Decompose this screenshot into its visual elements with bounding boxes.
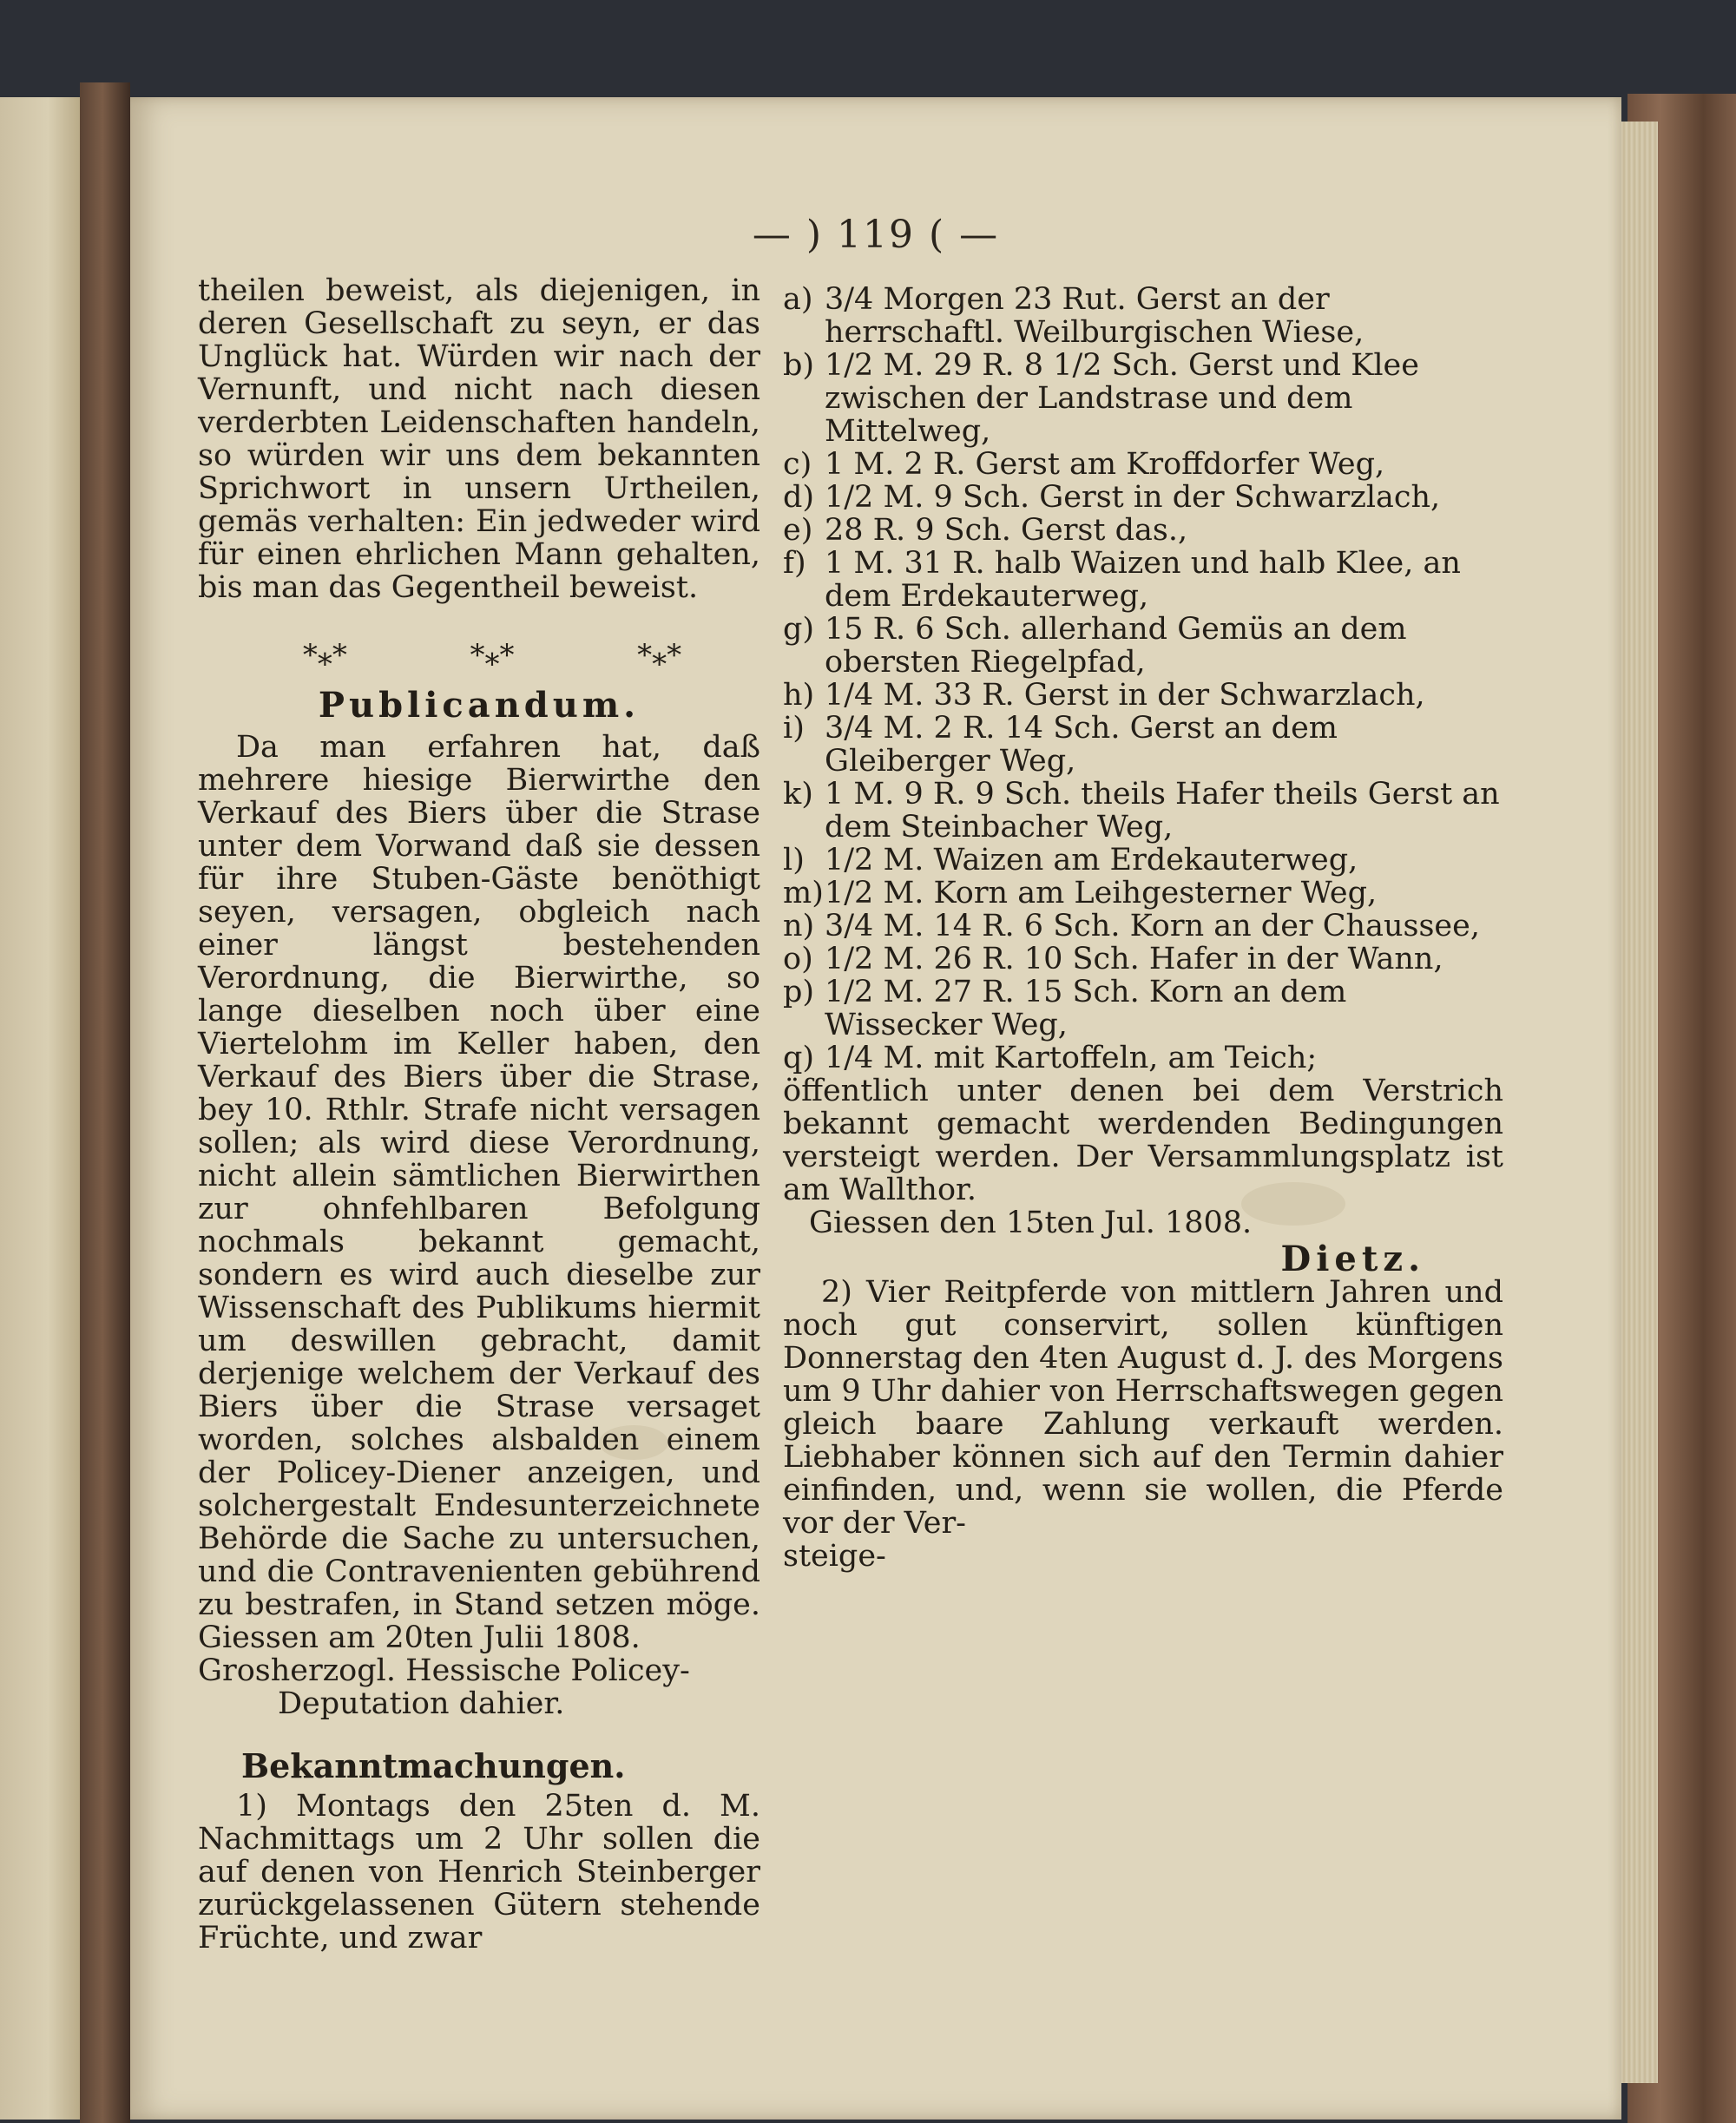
authority-line: Grosherzogl. Hessische Policey- [198, 1653, 690, 1688]
list-item [783, 481, 1503, 514]
lot-text: 3/4 M. 2 R. 14 Sch. Gerst an dem Gleiberger Weg, [825, 711, 1338, 779]
list-item [783, 613, 1503, 679]
lot-text: 1/2 M. 26 R. 10 Sch. Hafer in der Wann, [825, 942, 1443, 976]
lot-text: 1/2 M. Waizen am Erdekauterweg, [825, 843, 1358, 877]
lot-label: h) [783, 678, 815, 713]
lot-text: 15 R. 6 Sch. allerhand Gemüs an dem obersten Riegelpfad, [825, 612, 1407, 680]
list-item [783, 976, 1503, 1042]
asterism-divider [241, 639, 743, 672]
book-page [130, 97, 1621, 2120]
lot-text: 1 M. 31 R. halb Waizen und halb Klee, an dem Erdekauterweg, [825, 546, 1461, 614]
list-item [783, 547, 1503, 613]
list-item [783, 448, 1503, 481]
lot-text: 1/4 M. 33 R. Gerst in der Schwarzlach, [825, 678, 1425, 713]
list-item [783, 910, 1503, 943]
lot-label: m) [783, 876, 824, 910]
list-item [783, 679, 1503, 712]
lot-label: a) [783, 282, 813, 317]
authority-line: Deputation dahier. [278, 1686, 565, 1721]
lot-text: 3/4 M. 14 R. 6 Sch. Korn an der Chaussee, [825, 909, 1480, 943]
authority-signature [198, 1654, 760, 1720]
list-item [783, 1042, 1503, 1075]
list-item [783, 283, 1503, 349]
page-number: — ) 119 ( — [752, 213, 1000, 257]
list-item [783, 943, 1503, 976]
catchword: steige- [783, 1539, 886, 1574]
announcement-1: 1) Montags den 25ten d. M. Nachmittags um 2 Uhr sollen die auf denen von Henrich Steinberger zurückgelassenen Gütern stehende Früchte, und zwar [198, 1789, 760, 1955]
lot-label: b) [783, 348, 815, 383]
lot-label: g) [783, 612, 815, 647]
lot-label: e) [783, 513, 813, 548]
lot-label: i) [783, 711, 805, 746]
facing-page-edge [0, 97, 80, 2120]
lot-label: n) [783, 909, 815, 943]
auction-note: öffentlich unter denen bei dem Verstrich bekannt gemacht werdenden Bedingungen versteigt werden. Der Versammlungsplatz ist am Wallthor. [783, 1074, 1503, 1207]
lot-text: 28 R. 9 Sch. Gerst das., [825, 513, 1188, 548]
date-line: Giessen den 15ten Jul. 1808. [809, 1206, 1253, 1240]
lot-text: 3/4 Morgen 23 Rut. Gerst an der herrschaftl. Weilburgischen Wiese, [825, 282, 1364, 350]
signature: Dietz. [1280, 1239, 1425, 1279]
announcement-2: 2) Vier Reitpferde von mittlern Jahren und noch gut conservirt, sollen künftigen Donnerstag den 4ten August d. J. des Morgens um 9 Uhr dahier von Herrschaftswegen gegen gleich baare Zahlung verkauft werden. Liebhaber können sich auf den Termin dahier einfinden, und, wenn sie wollen, die Pferde vor der Ver- [783, 1275, 1503, 1541]
asterism: *⁎* [637, 638, 682, 673]
list-item [783, 844, 1503, 877]
lot-text: 1/2 M. 29 R. 8 1/2 Sch. Gerst und Klee zwischen der Landstrase und dem Mittelweg, [825, 348, 1419, 449]
list-item [783, 712, 1503, 778]
publicandum-heading: Publicandum. [318, 685, 641, 726]
lot-label: q) [783, 1041, 815, 1075]
lot-text: 1/4 M. mit Kartoffeln, am Teich; [825, 1041, 1318, 1075]
lot-label: p) [783, 975, 815, 1009]
lot-text: 1/2 M. Korn am Leihgesterner Weg, [825, 876, 1378, 910]
list-item [783, 877, 1503, 910]
page-edges [1621, 122, 1658, 2083]
asterism: *⁎* [470, 638, 515, 673]
list-item [783, 514, 1503, 547]
book-gutter [80, 82, 130, 2123]
lot-list [783, 283, 1503, 1075]
lot-label: d) [783, 480, 815, 515]
announcements-heading: Bekanntmachungen. [241, 1746, 626, 1785]
right-column [783, 283, 1503, 1573]
lot-label: f) [783, 546, 806, 581]
list-item [783, 778, 1503, 844]
list-item [783, 349, 1503, 448]
asterism: *⁎* [302, 638, 347, 673]
lot-text: 1/2 M. 9 Sch. Gerst in der Schwarzlach, [825, 480, 1441, 515]
lot-text: 1 M. 9 R. 9 Sch. theils Hafer theils Gerst an dem Steinbacher Weg, [825, 777, 1500, 845]
lot-label: c) [783, 447, 812, 482]
lot-label: k) [783, 777, 813, 812]
lot-label: o) [783, 942, 813, 976]
lot-text: 1 M. 2 R. Gerst am Kroffdorfer Weg, [825, 447, 1385, 482]
opening-paragraph: theilen beweist, als diejenigen, in deren Gesellschaft zu seyn, er das Unglück hat. Würden wir nach der Vernunft, und nicht nach diesen verderbten Leidenschaften handeln, so würden wir uns dem bekannten Sprichwort in unsern Urtheilen, gemäs verhalten: Ein jedweder wird für einen ehrlichen Mann gehalten, bis man das Gegentheil beweist. [198, 273, 760, 605]
left-column [198, 274, 760, 1955]
publicandum-text: Da man erfahren hat, daß mehrere hiesige Bierwirthe den Verkauf des Biers über die Strase unter dem Vorwand daß sie dessen für ihre Stuben-Gäste benöthigt seyen, versagen, obgleich nach einer längst bestehenden Verordnung, die Bierwirthe, so lange dieselben noch über eine Viertelohm im Keller haben, den Verkauf des Biers über die Strase, bey 10. Rthlr. Strafe nicht versagen sollen; als wird diese Verordnung, nicht allein sämtlichen Bierwirthen zur ohnfehlbaren Befolgung nochmals bekannt gemacht, sondern es wird auch dieselbe zur Wissenschaft des Publikums hiermit um deswillen gebracht, damit derjenige welchem der Verkauf des Biers über die Strase versaget worden, solches alsbalden einem der Policey-Diener anzeigen, und solchergestalt Endesunterzeichnete Behörde die Sache zu untersuchen, und die Contravenienten gebührend zu bestrafen, in Stand setzen möge. Giessen am 20ten Julii 1808. [198, 730, 760, 1655]
lot-label: l) [783, 843, 805, 877]
lot-text: 1/2 M. 27 R. 15 Sch. Korn an dem Wissecker Weg, [825, 975, 1347, 1042]
